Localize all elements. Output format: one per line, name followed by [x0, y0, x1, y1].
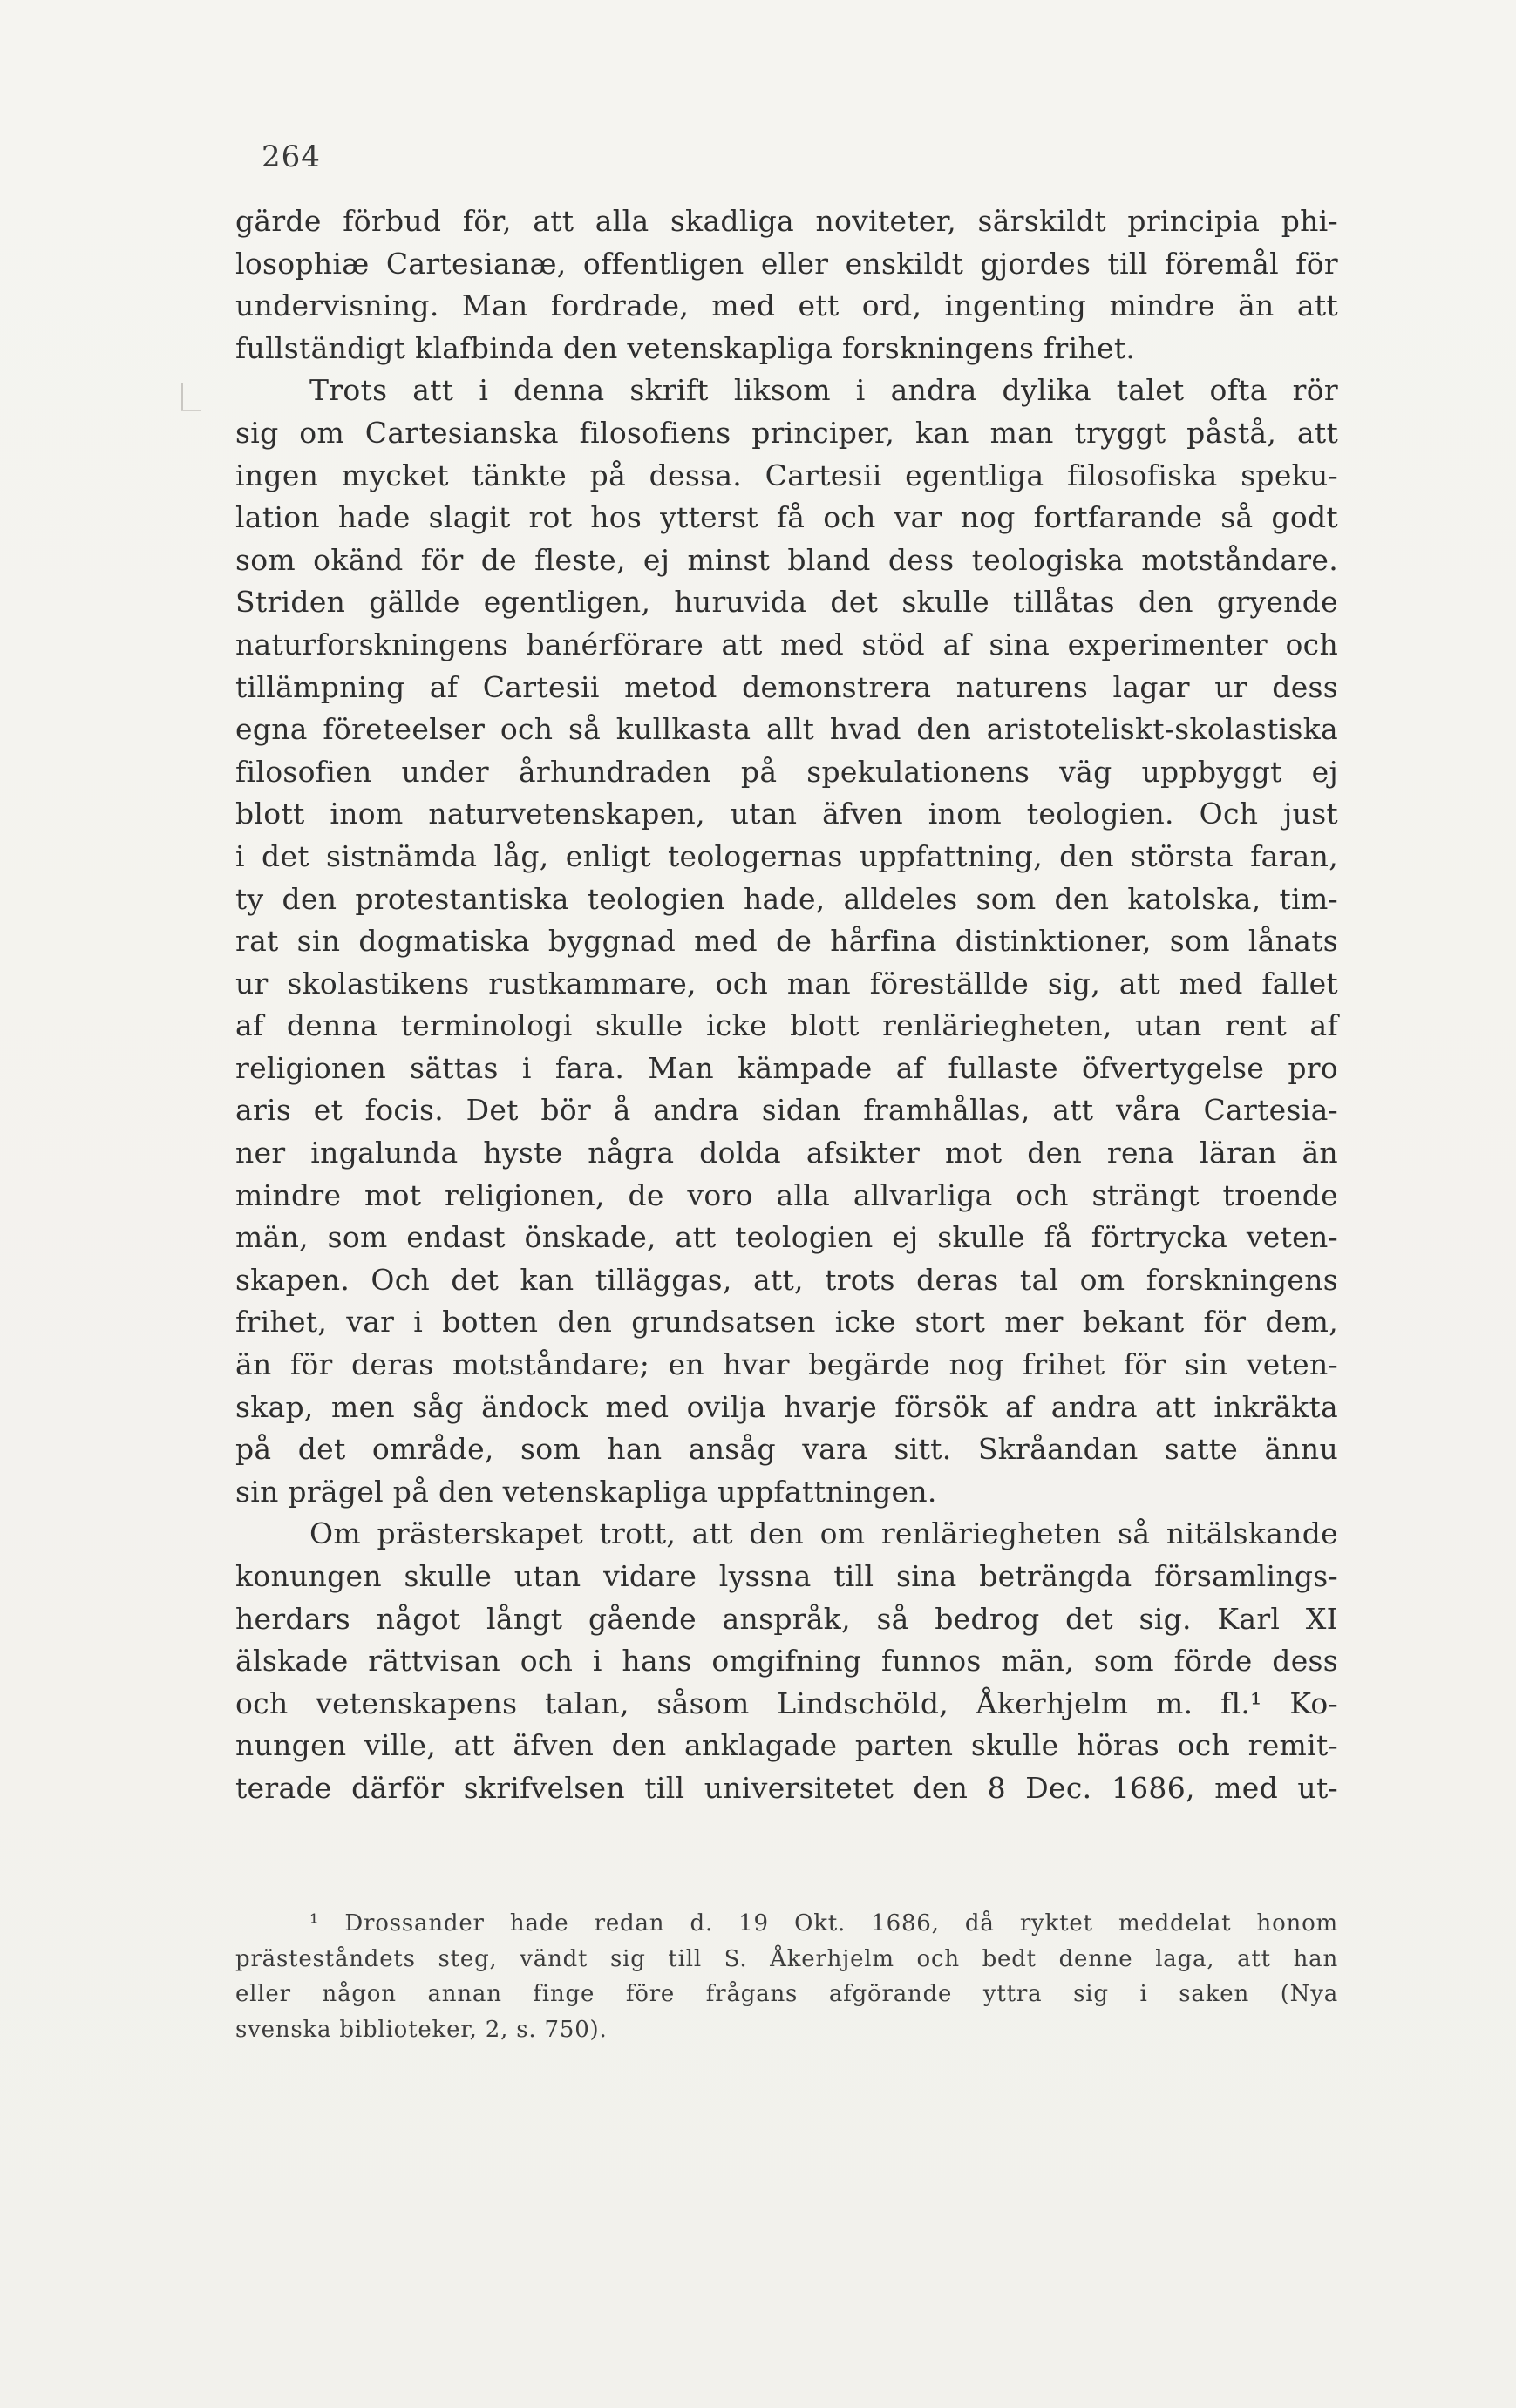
text-line: naturforskningens banérförare att med stöd af sina experimenter och — [235, 627, 1338, 661]
text-line: undervisning. Man fordrade, med ett ord, ingenting mindre än att — [235, 288, 1338, 323]
text-line: blott inom naturvetenskapen, utan äfven inom teologien. Och just — [235, 797, 1338, 831]
text-line: fullständigt klafbinda den vetenskapliga forskningens frihet. — [235, 330, 1136, 365]
text-line: lation hade slagit rot hos ytterst få och var nog fortfarande så godt — [235, 500, 1338, 535]
text-line: rat sin dogmatiska byggnad med de hårfina distinktioner, som lånats — [235, 924, 1338, 959]
text-line: i det sistnämda låg, enligt teologernas uppfattning, den största faran, — [235, 838, 1338, 873]
footnote-line: prästeståndets steg, vändt sig till S. Åkerhjelm och bedt denne laga, att han — [235, 1945, 1338, 1972]
text-line: sig om Cartesianska filosofiens principer, kan man tryggt påstå, att — [235, 415, 1338, 450]
footnote — [235, 1906, 1338, 2047]
text-line: som okänd för de fleste, ej minst bland dess teologiska motståndare. — [235, 542, 1338, 577]
text-line: Striden gällde egentligen, huruvida det skulle tillåtas den gryende — [235, 585, 1338, 620]
text-line: ty den protestantiska teologien hade, alldeles som den katolska, tim- — [235, 881, 1338, 916]
text-line: skap, men såg ändock med ovilja hvarje försök af andra att inkräkta — [235, 1389, 1338, 1424]
text-line: aris et focis. Det bör å andra sidan framhållas, att våra Cartesia- — [235, 1093, 1338, 1128]
text-line: skapen. Och det kan tilläggas, att, trots deras tal om forskningens — [235, 1262, 1338, 1297]
text-line: ner ingalunda hyste några dolda afsikter mot den rena läran än — [235, 1136, 1338, 1170]
text-line: tillämpning af Cartesii metod demonstrera naturens lagar ur dess — [235, 669, 1338, 704]
text-line: frihet, var i botten den grundsatsen icke stort mer bekant för dem, — [235, 1305, 1338, 1340]
body-text — [235, 200, 1338, 1810]
text-line: män, som endast önskade, att teologien ej skulle få förtrycka veten- — [235, 1220, 1338, 1255]
text-line: filosofien under århundraden på spekulationens väg uppbyggt ej — [235, 754, 1338, 789]
text-line: älskade rättvisan och i hans omgifning funnos män, som förde dess — [235, 1644, 1338, 1679]
text-line: herdars något långt gående anspråk, så bedrog det sig. Karl XI — [235, 1601, 1338, 1636]
text-line: af denna terminologi skulle icke blott renläriegheten, utan rent af — [235, 1008, 1338, 1043]
text-line: religionen sättas i fara. Man kämpade af fullaste öfvertygelse pro — [235, 1050, 1338, 1085]
margin-mark — [181, 383, 183, 410]
text-line: ingen mycket tänkte på dessa. Cartesii egentliga filosofiska speku- — [235, 458, 1338, 492]
text-line: på det område, som han ansåg vara sitt. Skråandan satte ännu — [235, 1432, 1338, 1467]
text-line: Om prästerskapet trott, att den om renläriegheten så nitälskande — [309, 1516, 1338, 1551]
margin-mark — [181, 410, 201, 411]
text-line: och vetenskapens talan, såsom Lindschöld, Åkerhjelm m. fl.¹ Ko- — [235, 1686, 1338, 1720]
footnote-line: ¹ Drossander hade redan d. 19 Okt. 1686, då ryktet meddelat honom — [309, 1910, 1338, 1937]
text-line: Trots att i denna skrift liksom i andra dylika talet ofta rör — [309, 373, 1338, 408]
footnote-line: svenska biblioteker, 2, s. 750). — [235, 2016, 608, 2043]
text-line: losophiæ Cartesianæ, offentligen eller enskildt gjordes till föremål för — [235, 246, 1338, 281]
footnote-line: eller någon annan finge före frågans afgörande yttra sig i saken (Nya — [235, 1981, 1338, 2007]
text-line: sin prägel på den vetenskapliga uppfattningen. — [235, 1474, 937, 1509]
text-line: gärde förbud för, att alla skadliga noviteter, särskildt principia phi- — [235, 204, 1338, 238]
text-line: nungen ville, att äfven den anklagade parten skulle höras och remit- — [235, 1728, 1338, 1763]
text-line: konungen skulle utan vidare lyssna till sina beträngda församlings- — [235, 1559, 1338, 1593]
text-line: egna företeelser och så kullkasta allt hvad den aristoteliskt-skolastiska — [235, 712, 1338, 747]
text-line: än för deras motståndare; en hvar begärde nog frihet för sin veten- — [235, 1347, 1338, 1382]
page-number: 264 — [262, 139, 321, 174]
text-line: ur skolastikens rustkammare, och man föreställde sig, att med fallet — [235, 966, 1338, 1001]
text-line: mindre mot religionen, de voro alla allvarliga och strängt troende — [235, 1177, 1338, 1212]
text-line: terade därför skrifvelsen till universitetet den 8 Dec. 1686, med ut- — [235, 1770, 1338, 1805]
